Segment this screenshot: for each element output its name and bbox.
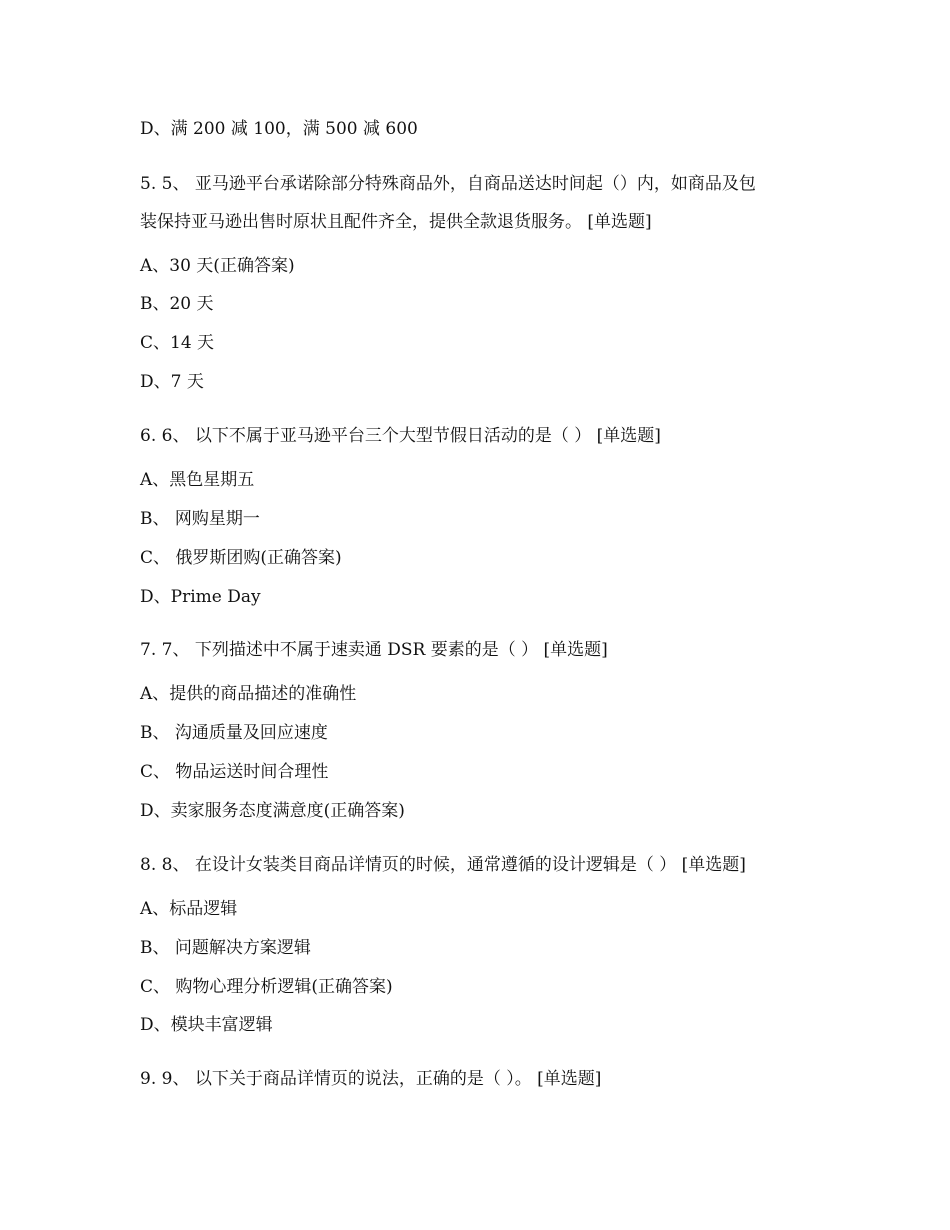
option-d-q8: D、模块丰富逻辑: [140, 1015, 273, 1035]
option-d-q4: D、满 200 减 100，满 500 减 600: [140, 119, 418, 139]
option-d-q6: D、Prime Day: [140, 587, 261, 607]
option-a-q6: A、黑色星期五: [140, 470, 255, 490]
question-9: 9. 9、 以下关于商品详情页的说法，正确的是（ ）。 [单选题]: [140, 1069, 602, 1089]
option-d-q5: D、7 天: [140, 372, 204, 392]
option-c-q8: C、 购物心理分析逻辑(正确答案): [140, 977, 393, 997]
question-5-line-1: 5. 5、 亚马逊平台承诺除部分特殊商品外，自商品送达时间起（）内，如商品及包: [140, 174, 756, 194]
option-a-q5: A、30 天(正确答案): [140, 256, 295, 276]
option-a-q8: A、标品逻辑: [140, 899, 238, 919]
question-7: 7. 7、 下列描述中不属于速卖通 DSR 要素的是（ ） [单选题]: [140, 640, 608, 660]
option-c-q7: C、 物品运送时间合理性: [140, 762, 329, 782]
option-c-q6: C、 俄罗斯团购(正确答案): [140, 548, 342, 568]
option-d-q7: D、卖家服务态度满意度(正确答案): [140, 801, 405, 821]
option-b-q5: B、20 天: [140, 294, 214, 314]
option-b-q8: B、 问题解决方案逻辑: [140, 938, 311, 958]
option-b-q7: B、 沟通质量及回应速度: [140, 723, 328, 743]
option-a-q7: A、提供的商品描述的准确性: [140, 684, 357, 704]
option-b-q6: B、 网购星期一: [140, 509, 260, 529]
question-5-line-2: 装保持亚马逊出售时原状且配件齐全，提供全款退货服务。 [单选题]: [140, 212, 652, 232]
question-6: 6. 6、 以下不属于亚马逊平台三个大型节假日活动的是（ ） [单选题]: [140, 426, 661, 446]
option-c-q5: C、14 天: [140, 333, 215, 353]
question-8: 8. 8、 在设计女装类目商品详情页的时候，通常遵循的设计逻辑是（ ） [单选题]: [140, 855, 746, 875]
